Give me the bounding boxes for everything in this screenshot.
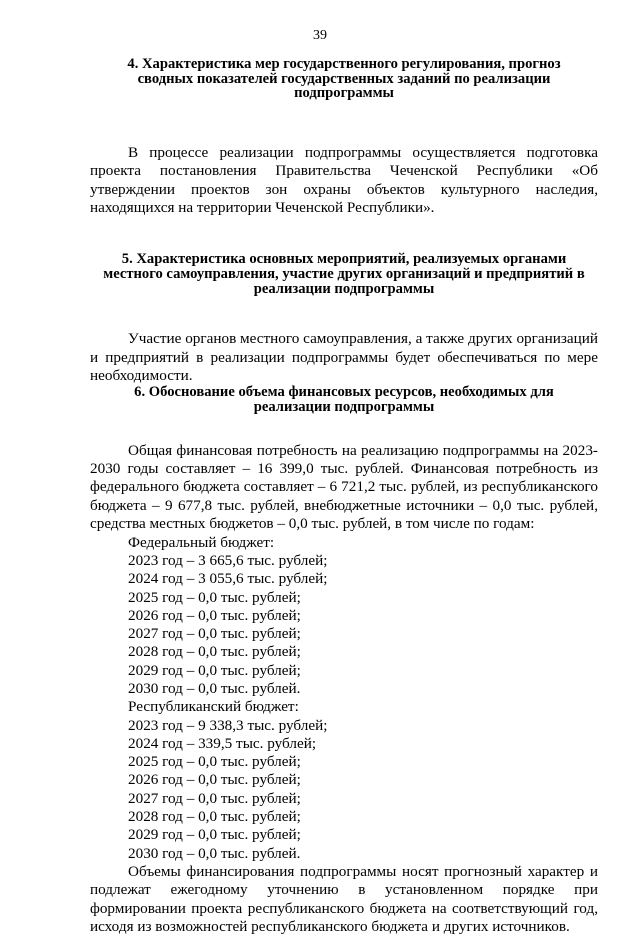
- federal-year-item: 2029 год – 0,0 тыс. рублей;: [128, 661, 301, 679]
- federal-year-item: 2027 год – 0,0 тыс. рублей;: [128, 625, 301, 643]
- section-5-heading: 5. Характеристика основных мероприятий, реализуемых органами местного самоуправления, участие других организаций и предприятий в реализации подпрограммы: [103, 251, 585, 297]
- republic-year-item: 2027 год – 0,0 тыс. рублей;: [128, 789, 301, 807]
- section-4-heading: 4. Характеристика мер государственного регулирования, прогноз сводных показателей государственных заданий по реализации подпрограммы: [127, 56, 561, 102]
- section-6-heading: 6. Обоснование объема финансовых ресурсов, необходимых для реализации подпрограммы: [134, 384, 554, 415]
- federal-year-item: 2028 год – 0,0 тыс. рублей;: [128, 643, 301, 661]
- page-number: 39: [313, 28, 327, 43]
- federal-year-item: 2023 год – 3 665,6 тыс. рублей;: [128, 551, 328, 569]
- republic-budget-list: [90, 698, 598, 863]
- federal-budget-list: [90, 534, 598, 699]
- republic-year-item: 2030 год – 0,0 тыс. рублей.: [128, 844, 301, 862]
- republic-budget-label: Республиканский бюджет:: [128, 698, 299, 716]
- section-5-text: Участие органов местного самоуправления, а также других организаций и предприятий в реализации подпрограммы будет обеспечиваться по мере необходимости.: [90, 330, 598, 384]
- federal-budget-label: Федеральный бюджет:: [128, 533, 275, 551]
- republic-year-item: 2023 год – 9 338,3 тыс. рублей;: [128, 716, 328, 734]
- republic-year-item: 2026 год – 0,0 тыс. рублей;: [128, 771, 301, 789]
- section-6-closing-text: Объемы финансирования подпрограммы носят прогнозный характер и подлежат ежегодному уточнению в установленном порядке при формировании проекта республиканского бюджета на соответствующий год, исходя из возможностей республиканского бюджета и других источников.: [90, 862, 598, 936]
- federal-year-item: 2030 год – 0,0 тыс. рублей.: [128, 680, 301, 697]
- federal-year-item: 2024 год – 3 055,6 тыс. рублей;: [128, 570, 328, 588]
- republic-year-item: 2028 год – 0,0 тыс. рублей;: [128, 808, 301, 826]
- republic-year-item: 2024 год – 339,5 тыс. рублей;: [128, 734, 317, 752]
- section-4-text: В процессе реализации подпрограммы осуществляется подготовка проекта постановления Правительства Чеченской Республики «Об утверждении проектов зон охраны объектов культурного наследия, находящихся на территории Чеченской Республики».: [90, 143, 598, 216]
- section-6-text: Общая финансовая потребность на реализацию подпрограммы на 2023-2030 годы составляет – 16 399,0 тыс. рублей. Финансовая потребность из федерального бюджета составляет – 6 721,2 тыс. рублей, из республиканского бюджета – 9 677,8 тыс. рублей, внебюджетные источники – 0,0 тыс. рублей, средства местных бюджетов – 0,0 тыс. рублей, в том числе по годам:: [90, 441, 598, 533]
- federal-year-item: 2025 год – 0,0 тыс. рублей;: [128, 588, 301, 606]
- republic-year-item: 2029 год – 0,0 тыс. рублей;: [128, 826, 301, 844]
- document-body: [90, 57, 598, 937]
- federal-year-item: 2026 год – 0,0 тыс. рублей;: [128, 606, 301, 624]
- republic-year-item: 2025 год – 0,0 тыс. рублей;: [128, 753, 301, 771]
